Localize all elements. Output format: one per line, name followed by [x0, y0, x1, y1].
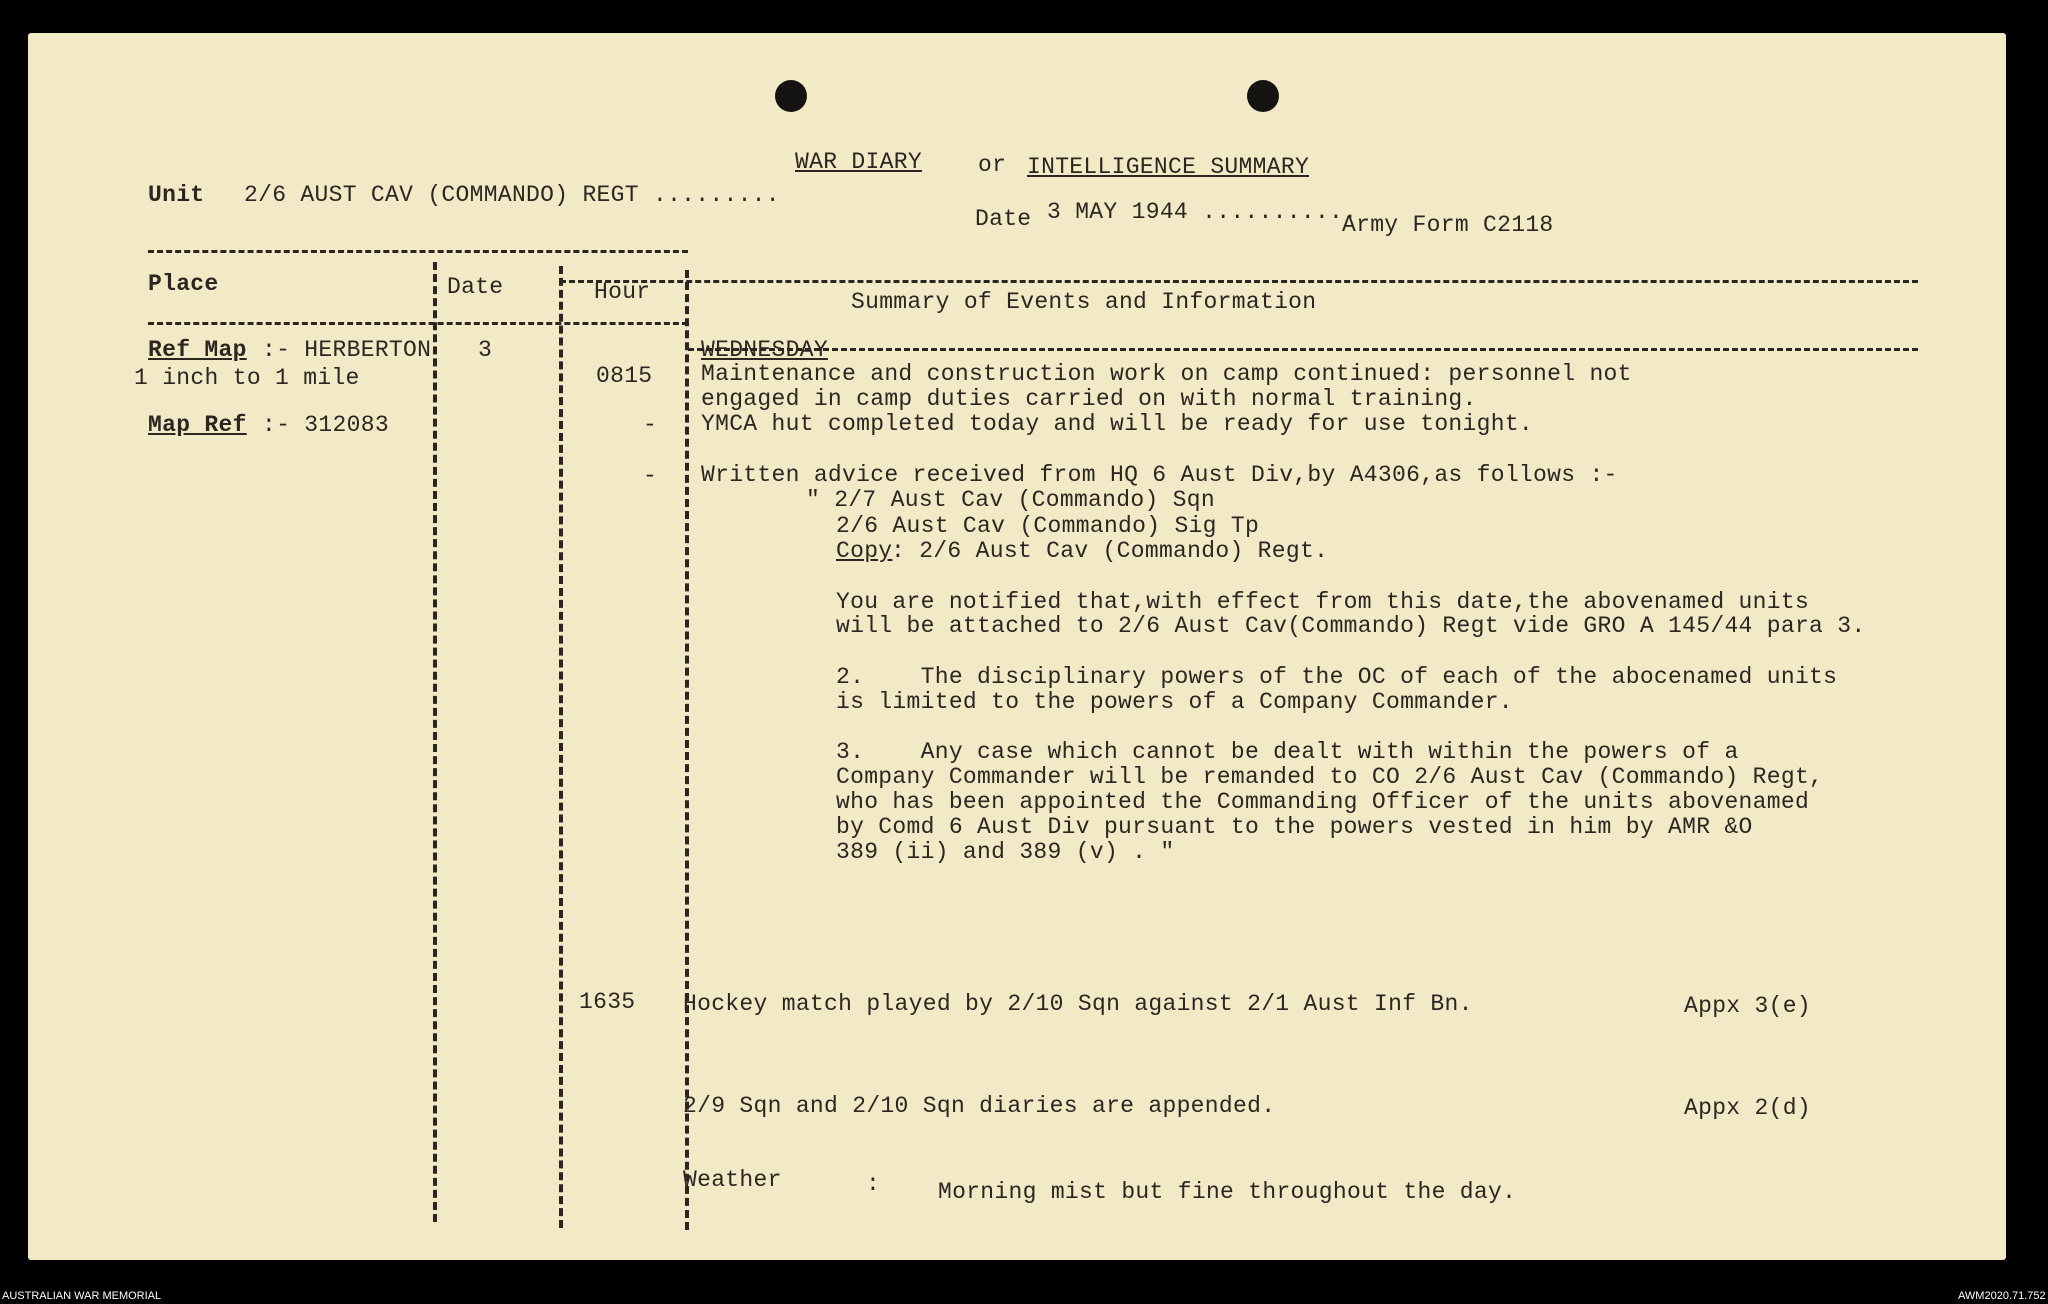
- unit-value: 2/6 AUST CAV (COMMANDO) REGT .........: [244, 182, 780, 208]
- summary-paragraph-line: who has been appointed the Commanding Officer of the units abovenamed: [836, 789, 1810, 815]
- footer-accession: AWM2020.71.752: [1958, 1290, 2046, 1302]
- summary-day: WEDNESDAY: [701, 337, 828, 363]
- date-value: 3 MAY 1944 ...........: [1047, 199, 1358, 225]
- rule-top: [148, 250, 688, 253]
- weather-separator: :: [866, 1171, 881, 1197]
- rule-header-left: [148, 322, 688, 325]
- summary-copy-label: Copy: [836, 538, 893, 564]
- map-scale: 1 inch to 1 mile: [134, 365, 360, 391]
- column-header-summary: Summary of Events and Information: [851, 289, 1317, 315]
- column-divider-2: [559, 266, 563, 1228]
- summary-diaries: 2/9 Sqn and 2/10 Sqn diaries are appended.: [683, 1093, 1276, 1119]
- summary-line: YMCA hut completed today and will be ready for use tonight.: [701, 411, 1534, 437]
- summary-advice: Written advice received from HQ 6 Aust Div,by A4306,as follows :-: [701, 462, 1618, 488]
- summary-copy-text: : 2/6 Aust Cav (Commando) Regt.: [891, 538, 1329, 564]
- entry-date: 3: [478, 337, 493, 363]
- army-form-label: Army Form C2118: [1342, 212, 1554, 238]
- summary-addressee: " 2/7 Aust Cav (Commando) Sqn: [806, 487, 1215, 513]
- footer-credit: AUSTRALIAN WAR MEMORIAL: [2, 1290, 162, 1302]
- hour-1635: 1635: [579, 989, 636, 1015]
- summary-paragraph-line: will be attached to 2/6 Aust Cav(Commando) Regt vide GRO A 145/44 para 3.: [836, 613, 1866, 639]
- punch-hole-right: [1247, 80, 1279, 112]
- hour-0815: 0815: [596, 363, 653, 389]
- column-divider-3: [685, 270, 689, 1230]
- title-or: or: [978, 152, 1007, 178]
- map-ref-value: :- HERBERTON: [262, 337, 432, 363]
- title-war-diary: WAR DIARY: [795, 149, 922, 175]
- summary-paragraph-line: 3. Any case which cannot be dealt with within the powers of a: [836, 739, 1739, 765]
- column-divider-1: [433, 262, 437, 1222]
- title-intelligence-summary: INTELLIGENCE SUMMARY: [1027, 154, 1310, 180]
- hour-dash-2: -: [643, 463, 658, 489]
- weather-label: Weather: [683, 1167, 782, 1193]
- summary-paragraph-line: by Comd 6 Aust Div pursuant to the powers vested in him by AMR &O: [836, 814, 1753, 840]
- summary-addressee: 2/6 Aust Cav (Commando) Sig Tp: [836, 513, 1260, 539]
- grid-ref-value: :- 312083: [262, 412, 389, 438]
- summary-hockey: Hockey match played by 2/10 Sqn against 2/1 Aust Inf Bn.: [683, 991, 1473, 1017]
- unit-label: Unit: [148, 182, 205, 208]
- punch-hole-left: [775, 80, 807, 112]
- rule-top-right: [560, 280, 1918, 283]
- column-header-place: Place: [148, 271, 219, 297]
- grid-ref-label: Map Ref: [148, 412, 247, 438]
- summary-line: engaged in camp duties carried on with normal training.: [701, 386, 1477, 412]
- summary-paragraph-line: You are notified that,with effect from this date,the abovenamed units: [836, 589, 1810, 615]
- summary-paragraph-line: is limited to the powers of a Company Commander.: [836, 689, 1513, 715]
- appendix-ref: Appx 3(e): [1684, 993, 1811, 1019]
- summary-paragraph-line: 2. The disciplinary powers of the OC of each of the abocenamed units: [836, 664, 1838, 690]
- map-ref-label: Ref Map: [148, 337, 247, 363]
- weather-text: Morning mist but fine throughout the day.: [938, 1179, 1517, 1205]
- summary-line: Maintenance and construction work on camp continued: personnel not: [701, 361, 1632, 387]
- summary-paragraph-line: Company Commander will be remanded to CO 2/6 Aust Cav (Commando) Regt,: [836, 764, 1824, 790]
- column-header-hour: Hour: [594, 279, 651, 305]
- date-label: Date: [975, 206, 1032, 232]
- hour-dash-1: -: [643, 412, 658, 438]
- rule-header-right: [688, 348, 1918, 351]
- summary-paragraph-line: 389 (ii) and 389 (v) . ": [836, 839, 1175, 865]
- column-header-date: Date: [447, 274, 504, 300]
- appendix-ref: Appx 2(d): [1684, 1095, 1811, 1121]
